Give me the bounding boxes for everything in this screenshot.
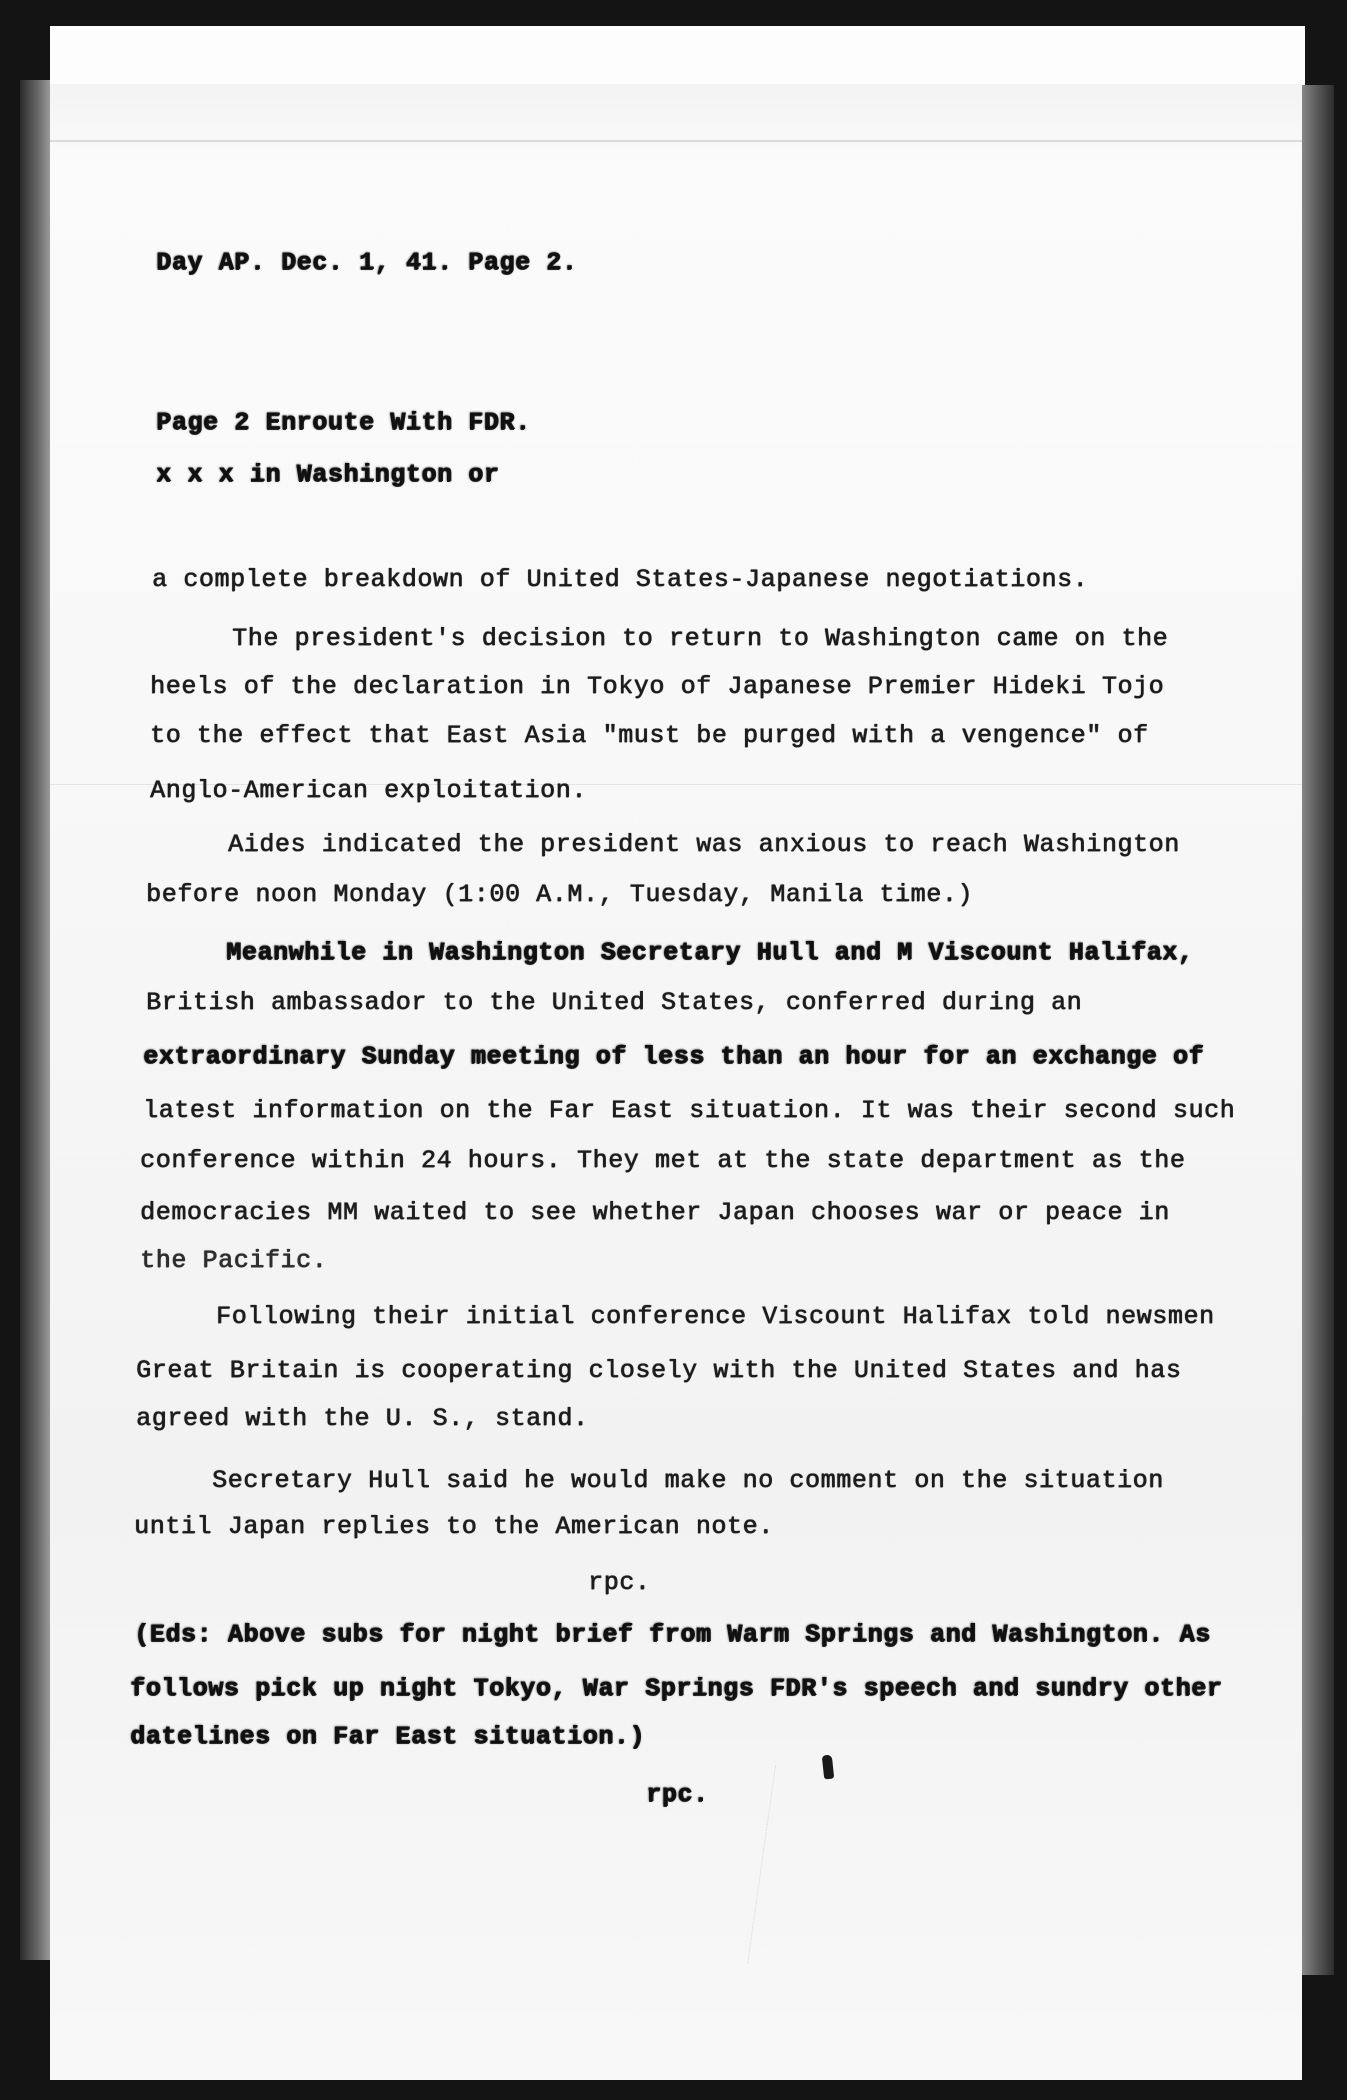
left-binding-edge — [20, 80, 50, 1960]
body-line: Secretary Hull said he would make no comment on the situation — [212, 1466, 1164, 1495]
paper-top-margin — [50, 26, 1305, 86]
body-line: conference within 24 hours. They met at the state department as the — [140, 1146, 1186, 1175]
body-line: democracies MM waited to see whether Japan chooses war or peace in — [140, 1198, 1170, 1227]
body-line: heels of the declaration in Tokyo of Japanese Premier Hideki Tojo — [150, 672, 1165, 701]
editors-note-line: datelines on Far East situation.) — [130, 1722, 645, 1751]
paper-crease-top — [50, 140, 1302, 142]
scan-noise — [747, 1766, 994, 1995]
body-line: Aides indicated the president was anxious to reach Washington — [228, 830, 1180, 859]
page-header: Day AP. Dec. 1, 41. Page 2. — [156, 248, 578, 277]
body-line: extraordinary Sunday meeting of less than an hour for an exchange of — [143, 1042, 1204, 1071]
signoff-initials-final: rpc. — [646, 1780, 709, 1809]
body-line: Meanwhile in Washington Secretary Hull and M Viscount Halifax, — [226, 938, 1194, 967]
body-line: Following their initial conference Viscount Halifax told newsmen — [216, 1302, 1215, 1331]
editors-note-line: follows pick up night Tokyo, War Springs FDR's speech and sundry other — [130, 1674, 1223, 1703]
body-line: until Japan replies to the American note. — [134, 1512, 774, 1541]
body-line: Great Britain is cooperating closely with the United States and has — [136, 1356, 1182, 1385]
body-line: to the effect that East Asia "must be purged with a vengence" of — [150, 721, 1149, 750]
right-binding-edge — [1300, 85, 1334, 1975]
body-line: British ambassador to the United States, conferred during an — [146, 988, 1083, 1017]
body-line: The president's decision to return to Washington came on the — [232, 624, 1169, 653]
body-line: Anglo-American exploitation. — [150, 776, 587, 805]
body-line: agreed with the U. S., stand. — [136, 1404, 589, 1433]
slug-line-1: Page 2 Enroute With FDR. — [156, 408, 531, 437]
slug-line-2: x x x in Washington or — [156, 460, 500, 489]
body-line: a complete breakdown of United States-Japanese negotiations. — [152, 565, 1089, 594]
body-line: latest information on the Far East situation. It was their second such — [143, 1096, 1236, 1125]
editors-note-line: (Eds: Above subs for night brief from Warm Springs and Washington. As — [134, 1620, 1211, 1649]
body-line: before noon Monday (1:00 A.M., Tuesday, Manila time.) — [146, 880, 973, 909]
body-line: the Pacific. — [140, 1246, 328, 1275]
signoff-initials: rpc. — [588, 1568, 651, 1597]
